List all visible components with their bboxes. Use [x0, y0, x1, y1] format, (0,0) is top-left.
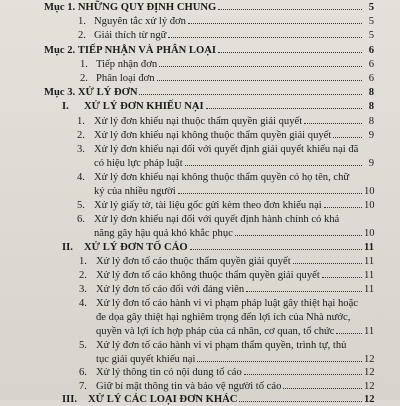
- toc-page-number: 5: [368, 2, 374, 13]
- toc-page-number: 8: [368, 87, 374, 98]
- dot-leader: [283, 388, 362, 389]
- toc-title: Xử lý đơn khiếu nại đối với quyết định giải quyết khiếu nại đã: [94, 144, 359, 155]
- toc-number: 1.: [77, 116, 85, 127]
- toc-title: Xử lý đơn tố cáo hành vi vi phạm thẩm quyền, trình tự, thủ: [96, 340, 347, 351]
- toc-page-number: 6: [368, 59, 374, 70]
- toc-page-number: 10: [364, 200, 375, 211]
- toc-number: 4.: [77, 172, 85, 183]
- toc-title: Xử lý đơn khiếu nại thuộc thẩm quyền giải quyết: [94, 116, 303, 127]
- toc-title: Xử lý đơn khiếu nại không thuộc thẩm quyền có họ tên, chữ: [94, 172, 350, 183]
- toc-title-continuation: năng gây hậu quả khó khắc phục: [94, 228, 233, 239]
- toc-page-number: 12: [364, 367, 375, 378]
- toc-entry[interactable]: [78, 15, 374, 28]
- toc-entry-continuation[interactable]: [96, 353, 374, 366]
- toc-page-number: 12: [364, 394, 375, 405]
- toc-page-number: 10: [364, 186, 375, 197]
- toc-number: 1.: [80, 59, 88, 70]
- toc-number: II.: [62, 242, 73, 253]
- toc-number: 7.: [79, 381, 87, 392]
- toc-section-2[interactable]: [62, 241, 374, 254]
- dot-leader: [293, 263, 362, 264]
- dot-leader: [206, 108, 362, 109]
- toc-entry-continuation[interactable]: [94, 157, 374, 170]
- toc-title-continuation: tục giải quyết khiếu nại: [96, 354, 196, 365]
- toc-number: 2.: [80, 73, 88, 84]
- toc-page-number: 8: [368, 101, 374, 112]
- toc-page-number: 8: [368, 116, 374, 127]
- toc-entry-continuation[interactable]: [94, 227, 374, 240]
- toc-title: Xử lý đơn tố cáo hành vi vi phạm pháp luật gây thiệt hại hoặc: [96, 298, 358, 309]
- dot-leader: [185, 165, 362, 166]
- dot-leader: [336, 333, 362, 334]
- toc-title: Xử lý giấy tờ, tài liệu gốc gửi kèm theo đơn khiếu nại: [94, 200, 322, 211]
- toc-entry-first-line[interactable]: [77, 171, 400, 184]
- dot-leader: [157, 80, 362, 81]
- toc-entry-continuation[interactable]: [96, 311, 400, 324]
- toc-number: 2.: [77, 130, 85, 141]
- toc-number: 6.: [79, 367, 87, 378]
- toc-page-number: 9: [368, 130, 374, 141]
- dot-leader: [218, 52, 362, 53]
- toc-entry-muc-1[interactable]: [44, 1, 374, 14]
- toc-entry[interactable]: [79, 380, 374, 393]
- toc-entry-first-line[interactable]: [79, 339, 400, 352]
- toc-page-number: 12: [364, 354, 375, 365]
- toc-title: Xử lý đơn tố cáo không thuộc thẩm quyền giải quyết: [96, 270, 320, 281]
- toc-entry[interactable]: [79, 283, 374, 296]
- dot-leader: [190, 249, 362, 250]
- dot-leader: [324, 207, 362, 208]
- toc-page-number: 5: [368, 30, 374, 41]
- toc-page-number: 6: [368, 73, 374, 84]
- toc-number: Mục 3.: [44, 87, 76, 98]
- toc-section-1[interactable]: [62, 100, 374, 113]
- toc-page-number: 11: [364, 256, 375, 267]
- toc-page-number: 5: [368, 16, 374, 27]
- dot-leader: [197, 361, 362, 362]
- toc-entry[interactable]: [77, 115, 374, 128]
- dot-leader: [246, 291, 362, 292]
- toc-entry-first-line[interactable]: [79, 297, 400, 310]
- toc-page-number: 10: [364, 228, 375, 239]
- toc-title: Xử lý đơn khiếu nại đối với quyết định hành chính có khả: [94, 214, 340, 225]
- toc-page-number: 11: [364, 326, 375, 337]
- toc-number: 2.: [79, 270, 87, 281]
- toc-number: Mục 2.: [44, 45, 76, 56]
- toc-entry-continuation[interactable]: [96, 325, 374, 338]
- dot-leader: [333, 137, 362, 138]
- toc-entry-continuation[interactable]: [94, 185, 374, 198]
- toc-entry[interactable]: [77, 199, 374, 212]
- toc-number: 1.: [78, 16, 86, 27]
- toc-entry[interactable]: [77, 129, 374, 142]
- toc-title-continuation: đe dọa gây thiệt hại nghiêm trọng đến lợi ích của Nhà nước,: [96, 312, 351, 323]
- toc-number: 3.: [77, 144, 85, 155]
- dot-leader: [168, 37, 362, 38]
- toc-entry[interactable]: [79, 255, 374, 268]
- toc-number: I.: [62, 101, 69, 112]
- dot-leader: [235, 235, 362, 236]
- toc-title: XỬ LÝ ĐƠN: [77, 87, 138, 98]
- toc-page-number: 9: [368, 158, 374, 169]
- toc-number: 2.: [78, 30, 86, 41]
- toc-title: NHỮNG QUY ĐỊNH CHUNG: [77, 2, 217, 13]
- toc-page-number: 6: [368, 45, 374, 56]
- toc-title: XỬ LÝ CÁC LOẠI ĐƠN KHÁC: [88, 394, 238, 405]
- toc-title: Xử lý đơn khiếu nại không thuộc thẩm quyền giải quyết: [94, 130, 332, 141]
- dot-leader: [244, 374, 362, 375]
- toc-number: 5.: [79, 340, 87, 351]
- toc-title: Nguyên tắc xử lý đơn: [94, 16, 186, 27]
- toc-number: 1.: [79, 256, 87, 267]
- toc-number: III.: [62, 394, 78, 405]
- toc-title: Xử lý đơn tố cáo thuộc thẩm quyền giải quyết: [96, 256, 291, 267]
- toc-entry[interactable]: [79, 269, 374, 282]
- toc-title: Giải thích từ ngữ: [94, 30, 167, 41]
- toc-title: XỬ LÝ ĐƠN KHIẾU NẠI: [84, 101, 204, 112]
- toc-title-continuation: quyền và lợi ích hợp pháp của cá nhân, cơ quan, tổ chức: [96, 326, 335, 337]
- dot-leader: [139, 94, 362, 95]
- toc-entry-first-line[interactable]: [77, 143, 400, 156]
- dot-leader: [239, 401, 362, 402]
- toc-title-continuation: ký của nhiều người: [94, 186, 176, 197]
- toc-number: 3.: [79, 284, 87, 295]
- toc-entry-first-line[interactable]: [77, 213, 400, 226]
- toc-number: 5.: [77, 200, 85, 211]
- dot-leader: [218, 9, 362, 10]
- toc-entry[interactable]: [80, 58, 374, 71]
- dot-leader: [322, 277, 362, 278]
- toc-entry[interactable]: [79, 366, 374, 379]
- toc-page-number: 12: [364, 381, 375, 392]
- dot-leader: [304, 123, 362, 124]
- toc-number: Mục 1.: [44, 2, 76, 13]
- toc-title: XỬ LÝ ĐƠN TỐ CÁO: [84, 242, 188, 253]
- toc-entry-muc-2[interactable]: [44, 44, 374, 57]
- toc-title: Tiếp nhận đơn: [96, 59, 158, 70]
- toc-title: Xử lý thông tin có nội dung tố cáo: [96, 367, 242, 378]
- toc-title: Phân loại đơn: [96, 73, 155, 84]
- toc-title: TIẾP NHẬN VÀ PHÂN LOẠI: [77, 45, 216, 56]
- toc-entry-muc-3[interactable]: [44, 86, 374, 99]
- toc-number: 4.: [79, 298, 87, 309]
- toc-title-continuation: có hiệu lực pháp luật: [94, 158, 183, 169]
- toc-entry[interactable]: [80, 72, 374, 85]
- toc-entry[interactable]: [78, 29, 374, 42]
- toc-page-number: 11: [364, 284, 375, 295]
- dot-leader: [159, 66, 362, 67]
- toc-page-number: 11: [364, 270, 375, 281]
- dot-leader: [178, 193, 362, 194]
- toc-title: Xử lý đơn tố cáo đối với đảng viên: [96, 284, 245, 295]
- toc-title: Giữ bí mật thông tin và bảo vệ người tố cáo: [96, 381, 282, 392]
- toc-number: 6.: [77, 214, 85, 225]
- toc-page-number: 11: [364, 242, 375, 253]
- dot-leader: [188, 23, 362, 24]
